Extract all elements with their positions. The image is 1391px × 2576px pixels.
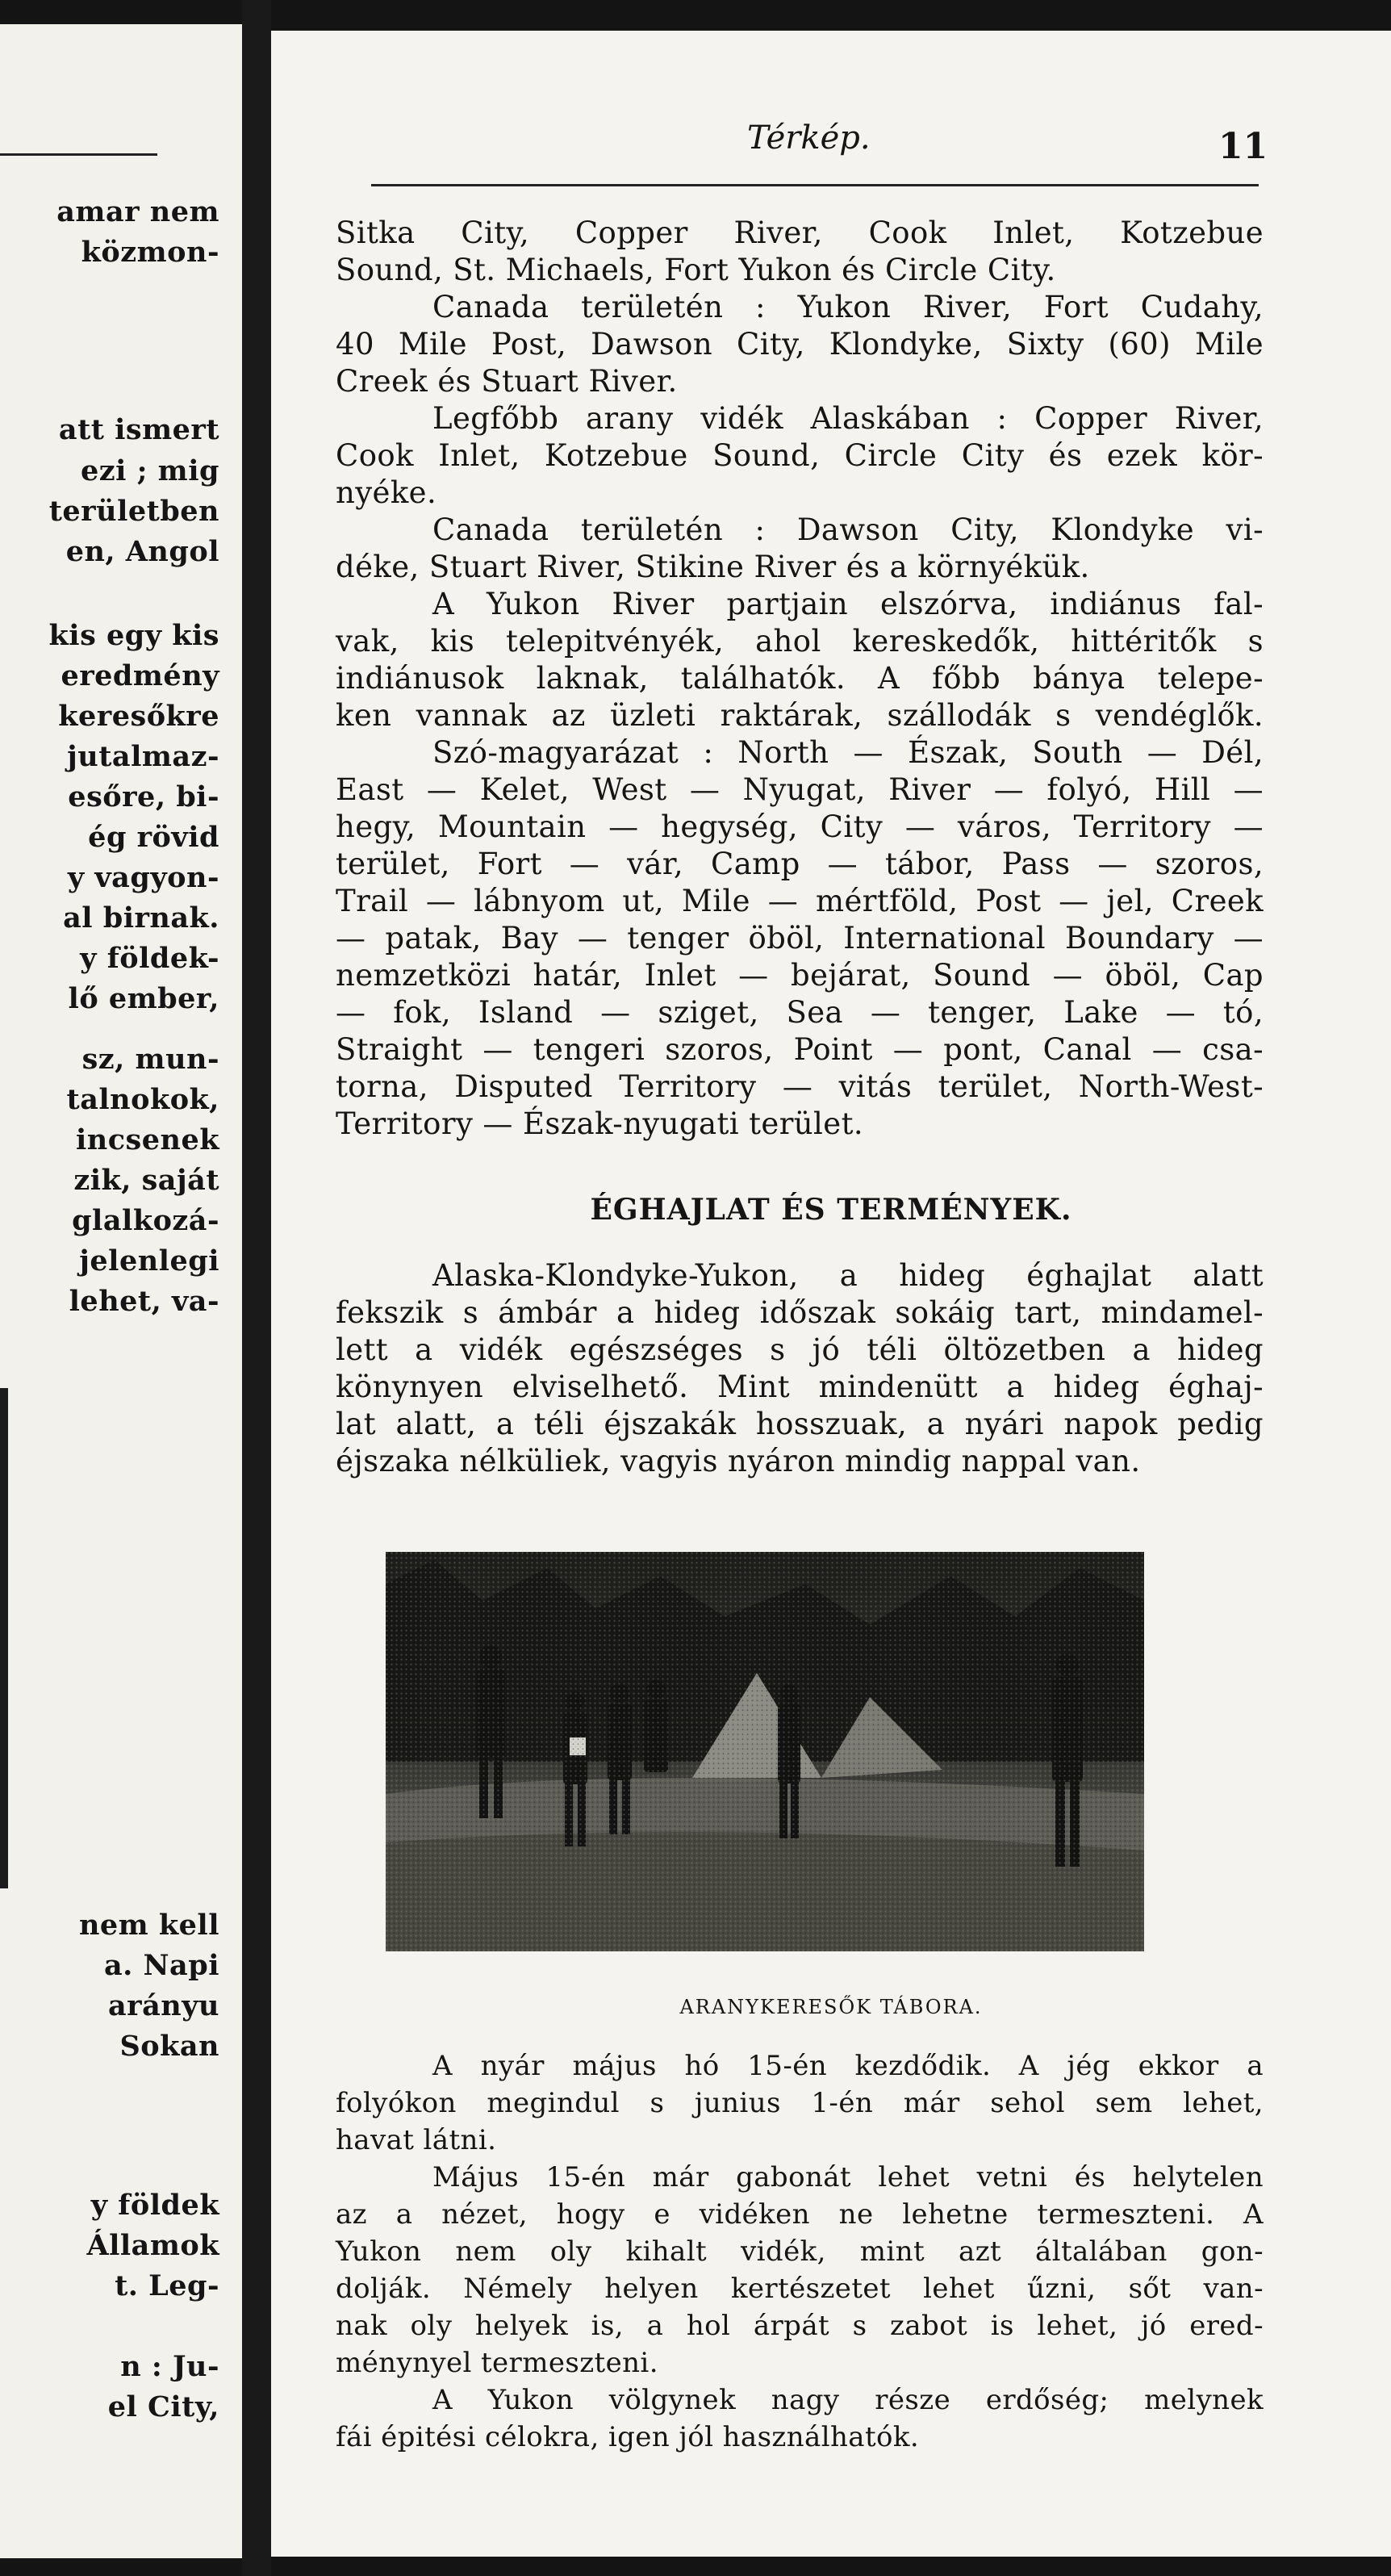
left-line: kis egy kis <box>48 619 219 652</box>
text-line: lett a vidék egészséges s jó téli öltözetben a hideg <box>336 1332 1264 1367</box>
left-line: att ismert <box>58 413 219 446</box>
text-line: folyókon megindul s junius 1-én már sehol sem lehet, <box>336 2087 1264 2119</box>
left-line: n : Ju- <box>120 2350 219 2383</box>
page-number: 11 <box>1218 126 1268 167</box>
gold-seekers-camp-photo <box>386 1552 1144 1951</box>
text-line: Yukon nem oly kihalt vidék, mint azt általában gon- <box>336 2235 1264 2268</box>
left-line: en, Angol <box>65 535 219 568</box>
left-line: esőre, bi- <box>68 780 219 813</box>
text-line: Cook Inlet, Kotzebue Sound, Circle City és ezek kör- <box>336 438 1264 473</box>
text-line: A Yukon River partjain elszórva, indiánus fal- <box>432 587 1264 621</box>
text-line: Territory — Észak-nyugati terület. <box>336 1106 863 1141</box>
left-line: amar nem <box>56 195 219 228</box>
text-line: nemzetközi határ, Inlet — bejárat, Sound — öböl, Cap <box>336 958 1264 993</box>
text-line: hegy, Mountain — hegység, City — város, Territory — <box>336 809 1264 844</box>
left-line: közmon- <box>81 236 219 269</box>
text-line: éjszaka nélküliek, vagyis nyáron mindig nappal van. <box>336 1444 1141 1478</box>
text-line: — patak, Bay — tenger öböl, International Boundary — <box>336 921 1264 956</box>
text-line: East — Kelet, West — Nyugat, River — folyó, Hill — <box>336 772 1264 807</box>
text-line: A Yukon völgynek nagy része erdőség; melynek <box>432 2384 1264 2416</box>
text-line: terület, Fort — vár, Camp — tábor, Pass — szoros, <box>336 847 1264 881</box>
book-gutter <box>242 0 271 2576</box>
left-line: y földek- <box>80 942 219 975</box>
left-line: glalkozá- <box>72 1204 219 1237</box>
text-line: indiánusok laknak, találhatók. A főbb bánya telepe- <box>336 661 1264 696</box>
left-line: talnokok, <box>66 1083 219 1116</box>
text-line: A nyár május hó 15-én kezdődik. A jég ekkor a <box>432 2050 1264 2082</box>
left-line: Sokan <box>119 2030 219 2063</box>
left-line: a. Napi <box>104 1949 219 1982</box>
running-header: Térkép. <box>747 119 871 157</box>
left-line: incsenek <box>76 1123 219 1156</box>
left-line: keresőkre <box>58 700 219 733</box>
camp-photo-illustration <box>386 1552 1144 1951</box>
text-line: — fok, Island — sziget, Sea — tenger, Lake — tó, <box>336 995 1264 1030</box>
left-line: ezi ; mig <box>80 454 219 487</box>
left-line: területben <box>48 495 219 528</box>
header-rule <box>371 184 1259 186</box>
photo-caption: ARANYKERESŐK TÁBORA. <box>679 1996 983 2018</box>
left-line: ég rövid <box>88 821 219 854</box>
left-line: zik, saját <box>73 1164 219 1197</box>
left-line: jelenlegi <box>79 1244 219 1278</box>
left-line: sz, mun- <box>81 1043 219 1076</box>
text-line: nyéke. <box>336 475 437 510</box>
left-line: arányu <box>107 1989 219 2022</box>
left-photo-edge <box>0 1388 8 1888</box>
text-line: Creek és Stuart River. <box>336 364 678 399</box>
text-line: lat alatt, a téli éjszakák hosszuak, a nyári napok pedig <box>336 1407 1264 1441</box>
left-line: lő ember, <box>68 982 219 1015</box>
text-line: Sound, St. Michaels, Fort Yukon és Circle City. <box>336 253 1056 287</box>
left-line: y földek <box>90 2189 219 2222</box>
left-line: lehet, va- <box>69 1285 219 1318</box>
left-line: y vagyon- <box>67 861 219 894</box>
text-line: Május 15-én már gabonát lehet vetni és helytelen <box>432 2161 1264 2193</box>
text-line: fái épitési célokra, igen jól használhatók. <box>336 2421 920 2453</box>
text-line: Straight — tengeri szoros, Point — pont, Canal — csa- <box>336 1032 1264 1067</box>
text-line: könynyen elviselhető. Mint mindenütt a hideg éghaj- <box>336 1370 1264 1404</box>
left-line: el City, <box>107 2390 219 2423</box>
left-line: al birnak. <box>63 901 219 935</box>
text-line: Canada területén : Dawson City, Klondyke vi- <box>432 512 1264 547</box>
left-header-rule <box>0 153 157 156</box>
text-line: havat látni. <box>336 2124 497 2156</box>
left-line: eredmény <box>61 659 219 692</box>
text-line: ken vannak az üzleti raktárak, szállodák s vendéglők. <box>336 698 1264 733</box>
text-line: az a nézet, hogy e vidéken ne lehetne termeszteni. A <box>336 2198 1264 2231</box>
text-line: Alaska-Klondyke-Yukon, a hideg éghajlat alatt <box>432 1258 1264 1293</box>
text-line: torna, Disputed Territory — vitás terület, North-West- <box>336 1069 1264 1104</box>
left-line: jutalmaz- <box>67 740 219 773</box>
section-title: ÉGHAJLAT ÉS TERMÉNYEK. <box>590 1193 1072 1227</box>
text-line: 40 Mile Post, Dawson City, Klondyke, Sixty (60) Mile <box>336 327 1264 362</box>
text-line: Trail — lábnyom ut, Mile — mértföld, Post — jel, Creek <box>336 884 1264 918</box>
text-line: nak oly helyek is, a hol árpát s zabot is lehet, jó ered- <box>336 2310 1264 2342</box>
text-line: déke, Stuart River, Stikine River és a környékük. <box>336 550 1090 584</box>
main-page <box>271 31 1391 2557</box>
text-line: ménynyel termeszteni. <box>336 2347 658 2379</box>
text-line: Canada területén : Yukon River, Fort Cudahy, <box>432 290 1264 324</box>
text-line: Legfőbb arany vidék Alaskában : Copper River, <box>432 401 1264 436</box>
text-line: Szó-magyarázat : North — Észak, South — Dél, <box>432 735 1264 770</box>
text-line: vak, kis telepitvényék, ahol kereskedők, hittéritők s <box>336 624 1264 659</box>
left-line: t. Leg- <box>115 2269 219 2302</box>
text-line: dolják. Némely helyen kertészetet lehet űzni, sőt van- <box>336 2273 1264 2305</box>
text-line: fekszik s ámbár a hideg időszak sokáig tart, mindamel- <box>336 1295 1264 1330</box>
left-facing-page <box>0 24 242 2558</box>
left-line: nem kell <box>78 1909 219 1942</box>
text-line: Sitka City, Copper River, Cook Inlet, Kotzebue <box>336 215 1264 250</box>
left-line: Államok <box>86 2229 219 2262</box>
